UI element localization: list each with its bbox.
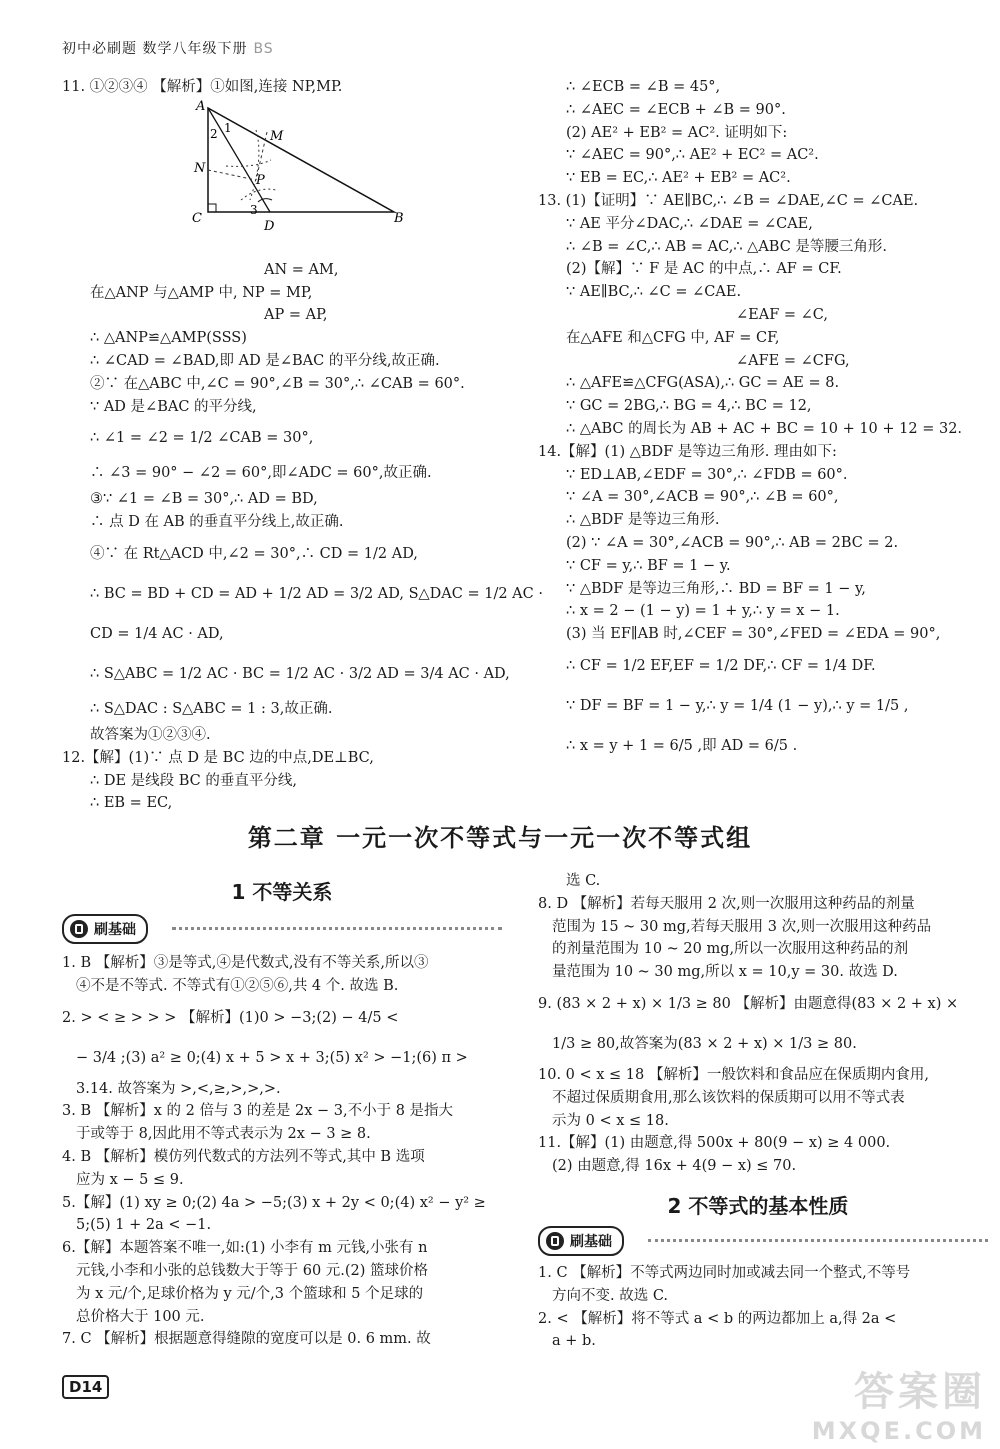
chapter-title: 第二章 一元一次不等式与一元一次不等式组 (247, 824, 753, 852)
left-bottom-column (62, 952, 510, 1351)
answer-line: ∴ ∠B = ∠C,∴ AB = AC,∴ △ABC 是等腰三角形. (566, 238, 888, 255)
answer-line: 为 x 元/个,足球价格为 y 元/个,3 个篮球和 5 个足球的 (76, 1285, 424, 1302)
answer-line: ∴ △AFE≌△CFG(ASA),∴ GC = AE = 8. (566, 375, 840, 392)
answer-line: ∴ ∠AEC = ∠ECB + ∠B = 90°. (566, 101, 786, 118)
answer-line: 2. > < ≥ > > > 【解析】(1)0 > −3;(2) − 4/5 < (62, 1009, 399, 1026)
answer-line: ∵ GC = 2BG,∴ BG = 4,∴ BC = 12, (566, 398, 812, 415)
answer-line: (2) 由题意,得 16x + 4(9 − x) ≤ 70. (552, 1158, 797, 1175)
basics-badge-pill (62, 914, 148, 944)
answer-line: AP = AP, (264, 307, 328, 324)
answer-line: ∴ ∠CAD = ∠BAD,即 AD 是∠BAC 的平分线,故正确. (90, 352, 440, 369)
answer-line: ∵ ∠AEC = 90°,∴ AE² + EC² = AC². (566, 147, 819, 164)
answer-line: 不超过保质期食用,那么该饮料的保质期可以用不等式表 (552, 1089, 905, 1106)
answer-line: ∴ ∠ECB = ∠B = 45°, (566, 79, 721, 95)
answer-line: ∵ ED⊥AB,∠EDF = 30°,∴ ∠FDB = 60°. (566, 466, 848, 483)
badge-label: 刷基础 (94, 922, 136, 938)
answer-line: (2)【解】∵ F 是 AC 的中点,∴ AF = CF. (566, 261, 842, 278)
label-B: B (394, 211, 404, 226)
answer-line: ④∵ 在 Rt△ACD 中,∠2 = 30°,∴ CD = 1/2 AD, (90, 545, 418, 562)
answer-line: 元钱,小李和小张的总钱数大于等于 60 元.(2) 篮球价格 (76, 1262, 429, 1279)
answer-line: 5.【解】(1) xy ≥ 0;(2) 4a > −5;(3) x + 2y < 0;(4) x² − y² ≥ (62, 1194, 486, 1211)
answer-line: ∴ BC = BD + CD = AD + 1/2 AD = 3/2 AD, S△DAC = 1/2 AC · (90, 585, 543, 602)
answer-line: 10. 0 < x ≤ 18 【解析】一般饮料和食品应在保质期内食用, (538, 1066, 929, 1083)
answer-line: ∴ S△DAC : S△ABC = 1 : 3,故正确. (90, 700, 333, 717)
answer-line: 在△AFE 和△CFG 中, AF = CF, (566, 329, 780, 346)
answer-line: 1. B 【解析】③是等式,④是代数式,没有不等关系,所以③ (62, 955, 429, 971)
answer-line: 示为 0 < x ≤ 18. (552, 1112, 669, 1129)
answer-line: ∠AFE = ∠CFG, (736, 352, 850, 369)
section-title: 1 不等关系 (231, 880, 333, 904)
label-angle-1: 1 (224, 121, 232, 135)
answer-line: 3. B 【解析】x 的 2 倍与 3 的差是 2x − 3,不小于 8 是指大 (62, 1103, 454, 1120)
answer-line: ∴ EB = EC, (90, 795, 173, 812)
answer-line: ∵ AE 平分∠DAC,∴ ∠DAE = ∠CAE, (566, 215, 813, 232)
answer-line: ∵ △BDF 是等边三角形,∴ BD = BF = 1 − y, (566, 580, 866, 597)
answer-line: 的剂量范围为 10 ~ 20 mg,所以一次服用这种药品的剂 (552, 941, 909, 958)
running-header (62, 38, 274, 58)
answer-line: ∵ DF = BF = 1 − y,∴ y = 1/4 (1 − y),∴ y = 1/5 , (566, 697, 909, 714)
answer-line: ③∵ ∠1 = ∠B = 30°,∴ AD = BD, (90, 491, 318, 508)
dotted-divider (648, 1239, 988, 1242)
label-angle-2: 2 (210, 127, 218, 141)
answer-line: 11.【解】(1) 由题意,得 500x + 80(9 − x) ≥ 4 000. (538, 1135, 891, 1152)
answer-line: (2) AE² + EB² = AC². 证明如下: (566, 124, 788, 141)
answer-line: 方向不变. 故选 C. (552, 1287, 669, 1304)
answer-line: 4. B 【解析】模仿列代数式的方法列不等式,其中 B 选项 (62, 1148, 425, 1165)
answer-line: 1/3 ≥ 80,故答案为(83 × 2 + x) × 1/3 ≥ 80. (552, 1035, 857, 1052)
answer-line: 6.【解】本题答案不唯一,如:(1) 小李有 m 元钱,小张有 n (62, 1240, 428, 1257)
basics-badge (62, 914, 148, 944)
answer-line: ∴ DE 是线段 BC 的垂直平分线, (90, 772, 297, 789)
answer-line: 7. C 【解析】根据题意得缝隙的宽度可以是 0. 6 mm. 故 (62, 1331, 431, 1348)
label-D: D (264, 219, 275, 234)
answer-line: 总价格大于 100 元. (76, 1308, 205, 1325)
answer-line: ∴ △ANP≌△AMP(SSS) (90, 330, 247, 347)
watermark-logo (812, 1360, 986, 1445)
basics-badge (538, 1226, 624, 1256)
answer-line: 1. C 【解析】不等式两边同时加或减去同一个整式,不等号 (538, 1265, 911, 1281)
answer-line: ∴ △ABC 的周长为 AB + AC + BC = 10 + 10 + 12 = 32. (566, 420, 963, 437)
answer-line: ④不是不等式. 不等式有①②⑤⑥,共 4 个. 故选 B. (76, 977, 399, 994)
answer-line: ∴ x = 2 − (1 − y) = 1 + y,∴ y = x − 1. (566, 603, 840, 620)
answer-line: 应为 x − 5 ≤ 9. (76, 1171, 184, 1188)
answer-line: ∵ ∠A = 30°,∠ACB = 90°,∴ ∠B = 60°, (566, 489, 839, 506)
answer-line: 14.【解】(1) △BDF 是等边三角形. 理由如下: (538, 443, 837, 460)
answer-line: 量范围为 10 ~ 30 mg,所以 x = 10,y = 30. 故选 D. (552, 964, 898, 981)
label-P: P (256, 173, 265, 188)
answer-line: CD = 1/4 AC · AD, (90, 625, 224, 642)
right-top-column (538, 76, 978, 766)
header-edition: BS (253, 41, 274, 57)
dotted-divider (172, 927, 502, 930)
header-title: 初中必刷题 数学八年级下册 (62, 41, 248, 57)
answer-line: 13. (1)【证明】∵ AE∥BC,∴ ∠B = ∠DAE,∠C = ∠CAE. (538, 192, 919, 209)
answer-line: ∴ CF = 1/2 EF,EF = 1/2 DF,∴ CF = 1/4 DF. (566, 657, 876, 674)
answer-line: ∴ ∠3 = 90° − ∠2 = 60°,即∠ADC = 60°,故正确. (90, 465, 432, 482)
label-C: C (192, 211, 202, 226)
answer-line: (3) 当 EF∥AB 时,∠CEF = 30°,∠FED = ∠EDA = 90°, (566, 626, 941, 643)
section-title: 2 不等式的基本性质 (667, 1194, 849, 1218)
answer-line: 12.【解】(1)∵ 点 D 是 BC 边的中点,DE⊥BC, (62, 749, 374, 766)
watermark-bottom: MXQE.COM (811, 1417, 986, 1445)
page-number: D14 (62, 1375, 109, 1399)
answer-line: 于或等于 8,因此用不等式表示为 2x − 3 ≥ 8. (76, 1126, 371, 1143)
label-A: A (196, 100, 206, 114)
answer-line: ∴ △BDF 是等边三角形. (566, 512, 720, 529)
answer-line: ②∵ 在△ABC 中,∠C = 90°,∠B = 30°,∴ ∠CAB = 60°. (90, 375, 465, 392)
answer-line: AN = AM, (264, 261, 339, 278)
watermark-top: 答案圈 (854, 1369, 986, 1415)
answer-line: 9. (83 × 2 + x) × 1/3 ≥ 80 【解析】由题意得(83 × 2 + x) × (538, 995, 959, 1012)
answer-line: ∠EAF = ∠C, (736, 306, 828, 323)
answer-line: (2) ∵ ∠A = 30°,∠ACB = 90°,∴ AB = 2BC = 2. (566, 534, 899, 551)
answer-line: ∵ CF = y,∴ BF = 1 − y. (566, 557, 731, 574)
answer-line: ∵ AD 是∠BAC 的平分线, (90, 398, 257, 415)
answer-line: 11. ①②③④ 【解析】①如图,连接 NP,MP. (62, 79, 343, 95)
answer-line: 5;(5) 1 + 2a < −1. (76, 1217, 212, 1234)
label-angle-3: 3 (250, 203, 258, 217)
answer-line: 选 C. (566, 873, 601, 889)
answer-line: a + b. (552, 1333, 596, 1350)
label-N: N (194, 161, 206, 176)
badge-label: 刷基础 (570, 1234, 612, 1250)
answer-line: 故答案为①②③④. (90, 726, 211, 743)
answer-line: 在△ANP 与△AMP 中, NP = MP, (90, 284, 313, 301)
right-bottom-column-2 (538, 1262, 986, 1353)
pencil-icon (546, 1232, 564, 1250)
pencil-icon (70, 920, 88, 938)
left-top-column (62, 76, 543, 815)
right-bottom-column (538, 870, 986, 1178)
answer-line: ∴ ∠1 = ∠2 = 1/2 ∠CAB = 30°, (90, 430, 314, 447)
answer-line: ∵ AE∥BC,∴ ∠C = ∠CAE. (566, 284, 742, 301)
answer-line: ∴ S△ABC = 1/2 AC · BC = 1/2 AC · 3/2 AD = 3/4 AC · AD, (90, 665, 510, 682)
basics-badge-pill (538, 1226, 624, 1256)
answer-line: − 3/4 ;(3) a² ≥ 0;(4) x + 5 > x + 3;(5) x² > −1;(6) π > (76, 1049, 468, 1066)
answer-line: ∴ x = y + 1 = 6/5 ,即 AD = 6/5 . (566, 737, 798, 754)
answer-line: 2. < 【解析】将不等式 a < b 的两边都加上 a,得 2a < (538, 1310, 897, 1327)
answer-line: 3.14. 故答案为 >,<,≥,>,>,>. (76, 1080, 281, 1097)
answer-line: 范围为 15 ~ 30 mg,若每天服用 3 次,则一次服用这种药品 (552, 918, 932, 935)
answer-line: 8. D 【解析】若每天服用 2 次,则一次服用这种药品的剂量 (538, 895, 915, 912)
answer-line: ∵ EB = EC,∴ AE² + EB² = AC². (566, 170, 791, 187)
answer-line: ∴ 点 D 在 AB 的垂直平分线上,故正确. (90, 514, 344, 531)
label-M: M (270, 129, 284, 144)
